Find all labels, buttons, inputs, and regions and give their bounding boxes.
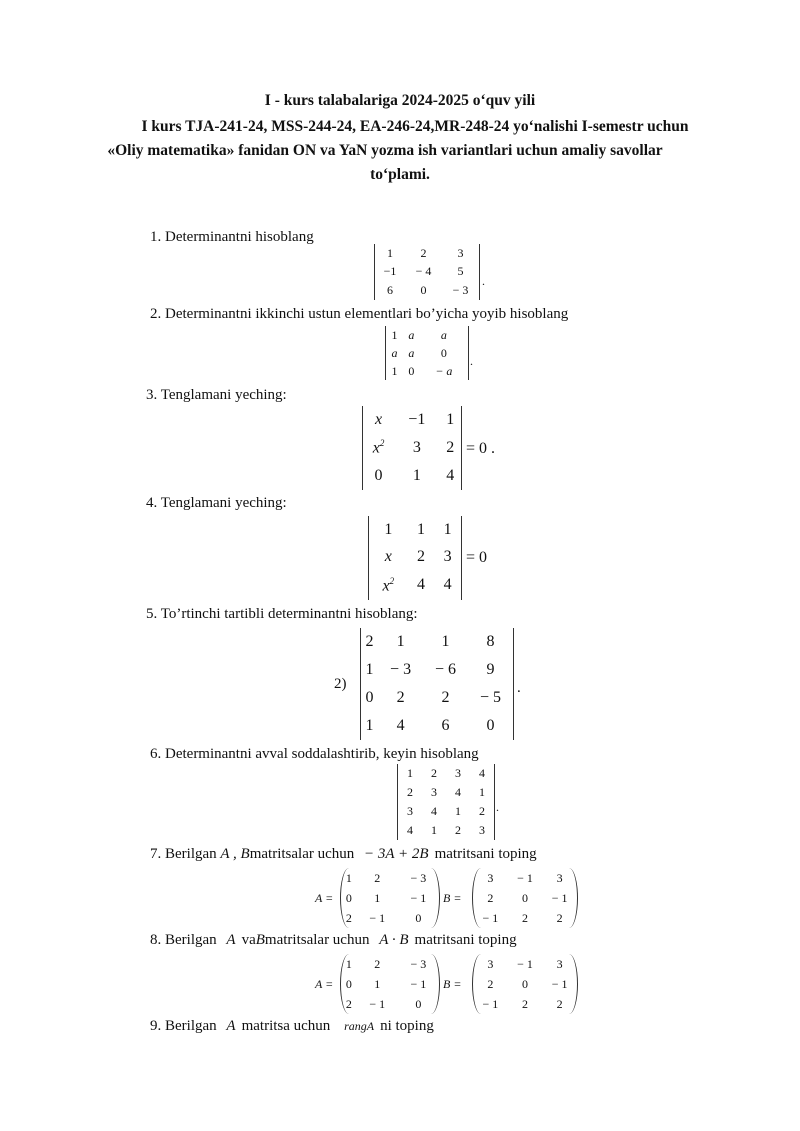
cell: 0 [486, 717, 495, 734]
problem-4-determinant [368, 516, 462, 600]
problem-5-suffix: . [517, 680, 521, 696]
cell: 3 [556, 870, 563, 885]
cell: 1 [443, 520, 452, 538]
cell: 4 [417, 576, 425, 594]
cell: − a [435, 363, 453, 378]
cell: − 1 [410, 976, 427, 991]
cell: a [440, 327, 447, 342]
cell: 3 [479, 823, 485, 837]
cell: − 3 [410, 870, 427, 885]
cell: 2 [556, 910, 563, 925]
cell: 1 [479, 785, 485, 799]
cell: 1 [374, 976, 381, 991]
cell: − 5 [479, 689, 502, 706]
cell: 4 [407, 823, 413, 837]
problem-2-text: 2. Determinantni ikkinchi ustun elementlari bo’yicha yoyib hisoblang [150, 306, 569, 322]
problem-2-determinant [385, 326, 469, 380]
problem-7-B-label: B = [443, 891, 462, 905]
cell: − 1 [369, 996, 386, 1011]
problem-7-text-c: matritsani toping [434, 846, 537, 862]
cell: 1 [365, 661, 374, 678]
cell: 0 [345, 890, 352, 905]
cell: − 1 [482, 996, 499, 1011]
cell: 1 [365, 717, 374, 734]
cell: − 1 [410, 890, 427, 905]
doc-title-line4: to‘plami. [370, 166, 430, 183]
problem-5-determinant [360, 628, 514, 740]
cell: 1 [386, 245, 393, 260]
problem-4-text: 4. Tenglamani yeching: [146, 495, 287, 511]
problem-9-var: A [226, 1018, 236, 1034]
cell: 1 [431, 823, 437, 837]
problem-7-matrix-B [472, 868, 578, 928]
cell: 4 [396, 717, 405, 734]
problem-6-determinant [397, 764, 495, 840]
cell: 1 [374, 890, 381, 905]
problem-5-text: 5. To’rtinchi tartibli determinantni hisoblang: [146, 606, 418, 622]
doc-title-line1: I - kurs talabalariga 2024-2025 o‘quv yili [264, 92, 536, 109]
problem-5-label: 2) [334, 676, 347, 692]
problem-1-text: 1. Determinantni hisoblang [150, 229, 314, 245]
cell: − 1 [551, 976, 568, 991]
problem-7-matrix-A [340, 868, 440, 928]
cell: 3 [431, 785, 437, 799]
doc-title-line3: «Oliy matematika» fanidan ON va YaN yozma ish variantlari uchun amaliy savollar [107, 142, 663, 159]
cell: 2 [345, 996, 352, 1011]
cell: 4 [455, 785, 461, 799]
cell: 1 [391, 327, 398, 342]
cell: 2 [374, 956, 381, 971]
problem-7-text-a: 7. Berilgan [150, 846, 217, 862]
problem-6-suffix: . [496, 800, 499, 814]
cell: 0 [415, 996, 422, 1011]
cell: 6 [386, 283, 393, 298]
problem-9-text-c: ni toping [380, 1018, 434, 1034]
problem-8-text-a: 8. Berilgan [150, 932, 217, 948]
cell: 0 [420, 283, 427, 298]
problem-1-determinant [374, 244, 480, 300]
cell: 2 [455, 823, 461, 837]
problem-8-var-a: A [226, 932, 236, 948]
problem-8-text-d: matritsani toping [414, 932, 517, 948]
problem-3-suffix: = 0 . [466, 440, 496, 457]
cell: − 6 [435, 661, 457, 678]
cell: 1 [407, 766, 413, 780]
cell: 2 [407, 785, 413, 799]
cell: 2 [396, 689, 405, 706]
cell: 0 [415, 910, 422, 925]
cell: 3 [407, 804, 413, 818]
doc-title-line2: I kurs TJA-241-24, MSS-244-24, EA-246-24,MR-248-24 yo‘nalishi I-semestr uchun [141, 118, 689, 135]
problem-9-text-b: matritsa uchun [241, 1018, 331, 1034]
cell: x [384, 547, 392, 565]
cell: a [408, 327, 415, 342]
problem-4-suffix: = 0 [466, 549, 488, 566]
cell: 1 [417, 520, 425, 538]
cell: 4 [479, 766, 485, 780]
cell: 3 [487, 870, 494, 885]
cell: 4 [446, 467, 455, 485]
cell: − 1 [551, 890, 568, 905]
cell: 0 [345, 976, 352, 991]
cell: 3 [412, 438, 421, 456]
cell: 8 [486, 633, 495, 650]
cell: − 4 [415, 264, 432, 279]
problem-8-A-label: A = [315, 977, 334, 991]
cell: 4 [431, 804, 437, 818]
exponent: 2 [389, 575, 395, 586]
problem-7-text-b: matritsalar uchun [249, 846, 355, 862]
cell: − 1 [517, 956, 533, 971]
problem-9-text [150, 1018, 434, 1035]
cell: 9 [486, 661, 495, 678]
problem-1-suffix: . [482, 274, 485, 288]
cell: 1 [345, 870, 352, 885]
problem-7-vars: A , B [220, 846, 250, 862]
problem-6-text: 6. Determinantni avval soddalashtirib, keyin hisoblang [150, 746, 479, 762]
cell: 1 [412, 467, 421, 485]
cell: − 3 [390, 661, 412, 678]
cell: − 3 [452, 283, 469, 298]
cell: 2 [446, 438, 455, 456]
cell: 0 [365, 689, 374, 706]
problem-8-text [150, 932, 517, 949]
cell: 2 [521, 910, 528, 925]
problem-8-matrix-A [340, 954, 440, 1014]
cell: 5 [457, 264, 464, 279]
cell: 1 [384, 520, 393, 538]
cell: − 1 [482, 910, 499, 925]
problem-9-expression: rangA [344, 1019, 375, 1033]
cell: − 1 [369, 910, 386, 925]
problem-3-determinant [362, 406, 462, 490]
cell: 1 [455, 804, 461, 818]
cell: 2 [417, 547, 425, 565]
cell: 2 [431, 766, 437, 780]
cell: 1 [446, 410, 455, 428]
problem-8-var-b: B [255, 932, 265, 948]
cell: 0 [521, 976, 528, 991]
problem-8-text-b: va [241, 932, 256, 948]
cell: − 3 [410, 956, 427, 971]
cell: 1 [441, 633, 450, 650]
cell: 3 [487, 956, 494, 971]
exponent: 2 [379, 438, 385, 449]
cell: 2 [521, 996, 528, 1011]
cell: x [382, 576, 390, 594]
cell: 1 [391, 363, 398, 378]
cell: 2 [441, 689, 450, 706]
cell: 0 [374, 467, 383, 485]
cell: 0 [521, 890, 528, 905]
cell: −1 [408, 410, 426, 428]
cell: 2 [487, 890, 494, 905]
cell: 3 [443, 547, 452, 565]
problem-8-expression: A · B [379, 932, 409, 948]
cell: −1 [383, 264, 397, 279]
cell: a [408, 345, 415, 360]
problem-8-B-label: B = [443, 977, 462, 991]
cell: x [374, 410, 383, 428]
cell: 0 [440, 345, 447, 360]
cell: 2 [479, 804, 485, 818]
cell: 6 [441, 717, 450, 734]
cell: 2 [556, 996, 563, 1011]
problem-3-text: 3. Tenglamani yeching: [146, 387, 287, 403]
problem-9-text-a: 9. Berilgan [150, 1018, 217, 1034]
cell: 1 [396, 633, 405, 650]
cell: − 1 [517, 870, 533, 885]
cell: 2 [374, 870, 381, 885]
cell: 2 [345, 910, 352, 925]
cell: 3 [455, 766, 461, 780]
cell: 3 [457, 245, 464, 260]
cell: x [372, 439, 380, 457]
problem-8-matrix-B [472, 954, 578, 1014]
cell: a [391, 345, 398, 360]
cell: 2 [420, 245, 427, 260]
cell: 2 [487, 976, 494, 991]
problem-2-suffix: . [470, 354, 473, 368]
problem-8-text-c: matritsalar uchun [264, 932, 370, 948]
problem-7-text [150, 846, 537, 863]
cell: 2 [365, 633, 374, 650]
problem-7-A-label: A = [315, 891, 334, 905]
problem-7-expression: − 3A + 2B [364, 846, 429, 862]
cell: 1 [345, 956, 352, 971]
cell: 3 [556, 956, 563, 971]
cell: 4 [443, 576, 452, 594]
cell: 0 [408, 363, 415, 378]
